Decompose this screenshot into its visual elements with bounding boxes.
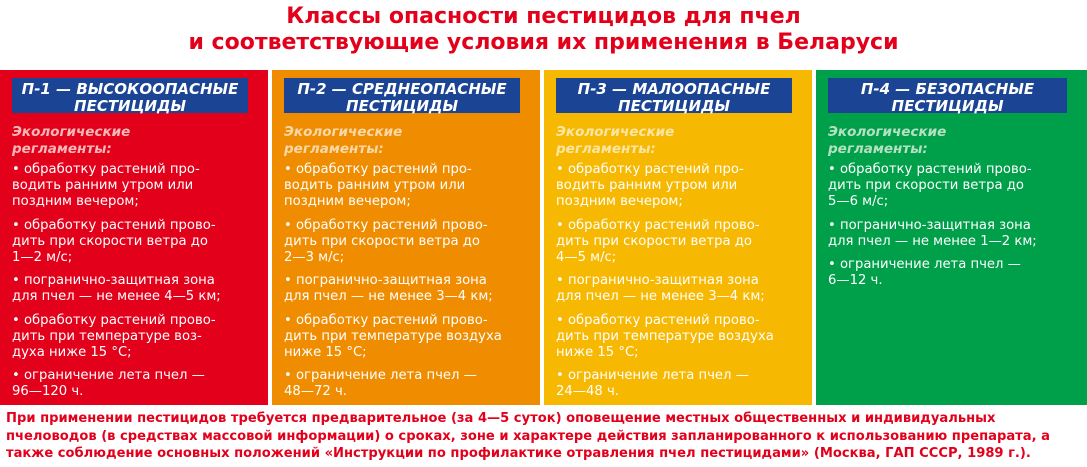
- regulation-item: • обработку растений прово- дить при температуре воз- духа ниже 15 °С;: [12, 312, 216, 361]
- title-line-1: Классы опасности пестицидов для пчел: [286, 4, 801, 29]
- regulation-item: • обработку растений прово- дить при температуре воздуха ниже 15 °С;: [284, 312, 502, 361]
- regulation-item: • обработку растений про- водить ранним утром или поздним вечером;: [556, 162, 744, 210]
- class-column-p4: [816, 70, 1087, 405]
- class-header: П-1 — ВЫСОКООПАСНЫЕ ПЕСТИЦИДЫ: [12, 78, 248, 113]
- page-title: [0, 4, 1087, 56]
- regulation-item: • ограничение лета пчел — 24—48 ч.: [556, 368, 749, 400]
- regulation-list: [554, 162, 802, 401]
- class-header: П-4 — БЕЗОПАСНЫЕ ПЕСТИЦИДЫ: [828, 78, 1067, 113]
- regulation-item: • погранично-защитная зона для пчел — не менее 4—5 км;: [12, 273, 221, 305]
- regulation-item: • обработку растений прово- дить при скорости ветра до 5—6 м/с;: [828, 162, 1032, 210]
- regulation-item: • ограничение лета пчел — 6—12 ч.: [828, 257, 1021, 289]
- regulation-item: • обработку растений прово- дить при скорости ветра до 2—3 м/с;: [284, 217, 488, 266]
- regulation-list: [10, 162, 258, 401]
- regulation-list: [282, 162, 530, 401]
- eco-regulations-label: Экологические регламенты:: [828, 124, 947, 157]
- eco-regulations-label: Экологические регламенты:: [12, 124, 131, 157]
- class-column-p3: [544, 70, 812, 405]
- regulation-item: • обработку растений про- водить ранним утром или поздним вечером;: [284, 162, 472, 210]
- class-column-p2: [272, 70, 540, 405]
- eco-regulations-label: Экологические регламенты:: [556, 124, 675, 157]
- eco-regulations-label: Экологические регламенты:: [284, 124, 403, 157]
- class-header: П-3 — МАЛООПАСНЫЕ ПЕСТИЦИДЫ: [556, 78, 792, 113]
- regulation-item: • обработку растений прово- дить при скорости ветра до 4—5 м/с;: [556, 217, 760, 266]
- regulation-item: • ограничение лета пчел — 48—72 ч.: [284, 368, 477, 400]
- regulation-item: • обработку растений прово- дить при скорости ветра до 1—2 м/с;: [12, 217, 216, 266]
- regulation-list: [826, 162, 1077, 289]
- regulation-item: • погранично-защитная зона для пчел — не менее 1—2 км;: [828, 217, 1037, 249]
- regulation-item: • обработку растений прово- дить при температуре воздуха ниже 15 °С;: [556, 312, 774, 361]
- regulation-item: • ограничение лета пчел — 96—120 ч.: [12, 368, 205, 400]
- regulation-item: • погранично-защитная зона для пчел — не менее 3—4 км;: [556, 273, 765, 305]
- title-line-2: и соответствующие условия их применения в Беларуси: [188, 30, 899, 55]
- class-header: П-2 — СРЕДНЕОПАСНЫЕ ПЕСТИЦИДЫ: [284, 78, 520, 113]
- class-column-p1: [0, 70, 268, 405]
- regulation-item: • погранично-защитная зона для пчел — не менее 3—4 км;: [284, 273, 493, 305]
- regulation-item: • обработку растений про- водить ранним утром или поздним вечером;: [12, 162, 200, 210]
- hazard-class-columns: [0, 70, 1087, 405]
- footer-note: При применении пестицидов требуется предварительное (за 4—5 суток) оповещение местных общественных и индивидуальных пчеловодов (в средствах массовой информации) о сроках, зоне и характере действия запланированного к использованию препарата, а также соблюдение основных положений «Инструкции по профилактике отравления пчел пестицидами» (Москва, ГАП СССР, 1989 г.).: [6, 411, 1050, 461]
